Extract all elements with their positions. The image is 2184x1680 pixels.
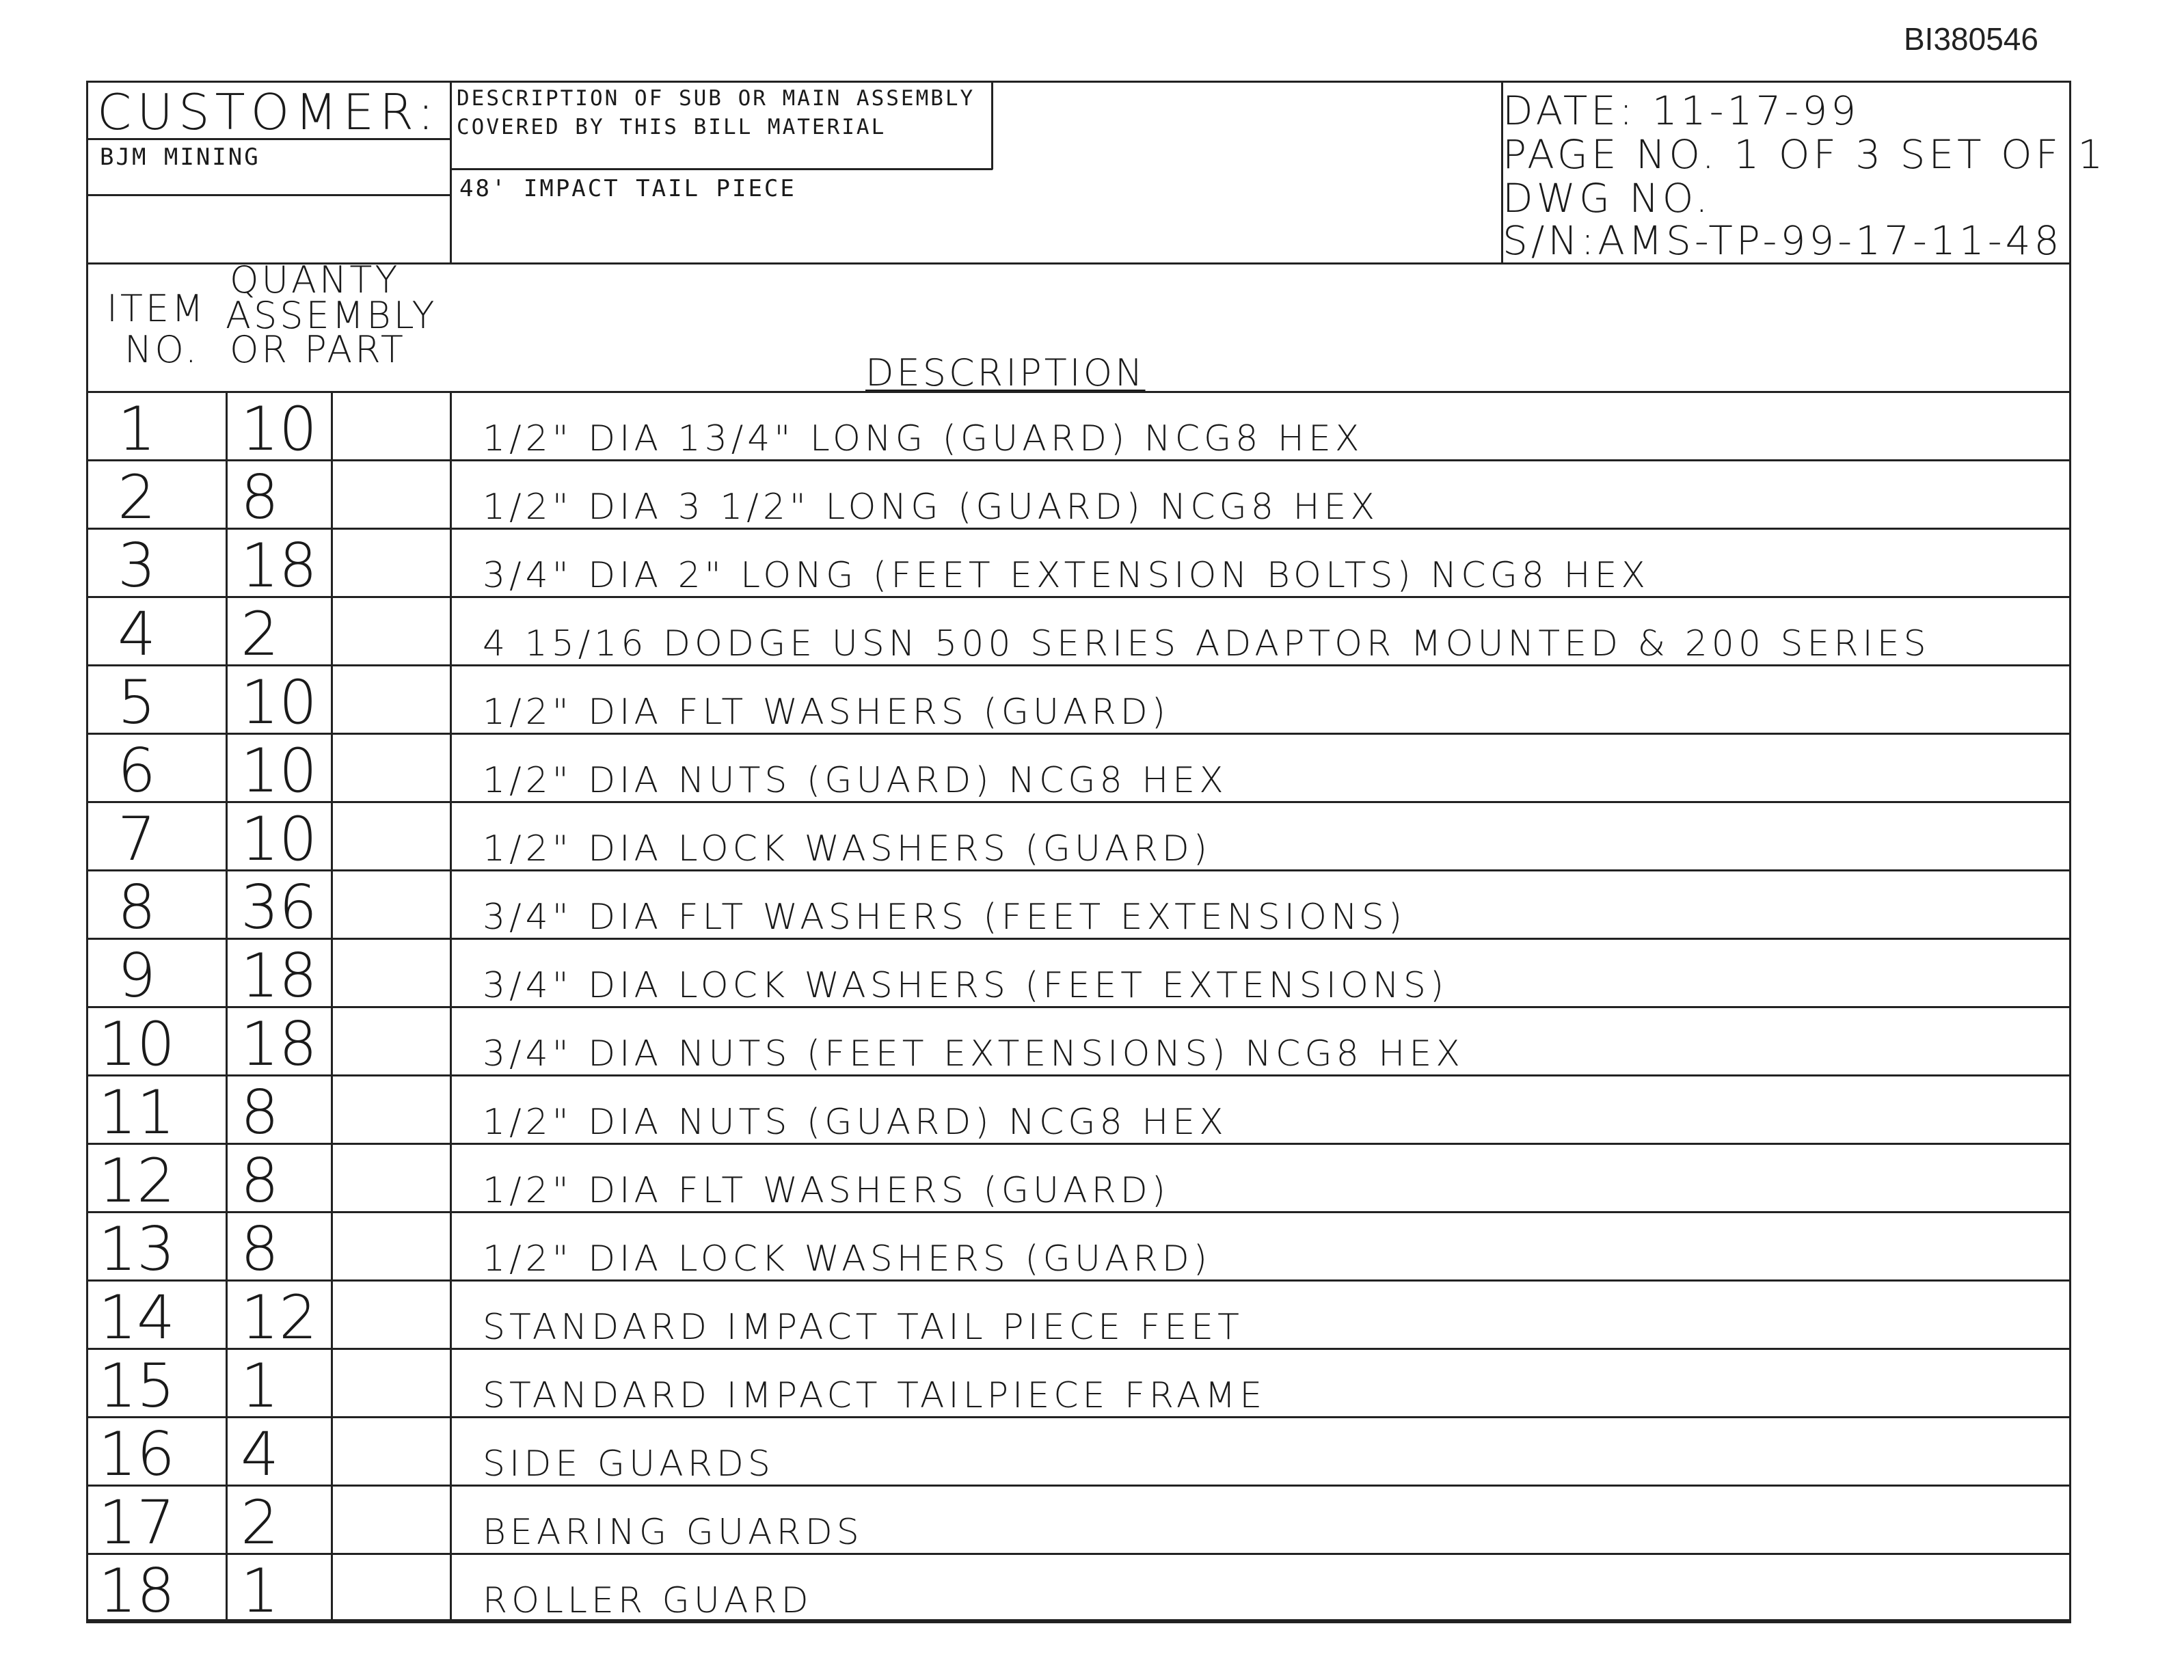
part-description: STANDARD IMPACT TAIL PIECE FEET [483, 1307, 1243, 1348]
item-number-text: 9 [118, 940, 156, 1011]
quantity: 10 [241, 735, 317, 806]
part-description: 1/2" DIA LOCK WASHERS (GUARD) [483, 828, 1212, 869]
date-field: DATE: 11-17-99 [1502, 87, 1860, 134]
quantity: 10 [241, 667, 317, 737]
column-header-item: NO. [124, 328, 200, 371]
customer-label: CUSTOMER: [97, 83, 440, 141]
item-number-text: 5 [118, 667, 156, 737]
table-row [86, 1074, 2071, 1148]
table-row [86, 1485, 2071, 1558]
table-row [86, 938, 2071, 1011]
item-number-text: 13 [98, 1214, 175, 1284]
column-header-quantity: ASSEMBLY [226, 294, 437, 337]
item-number-text: 14 [98, 1282, 175, 1353]
item-number-text: 15 [98, 1351, 175, 1421]
quantity: 10 [241, 394, 317, 464]
part-description: ROLLER GUARD [483, 1580, 813, 1621]
quantity: 2 [241, 599, 279, 669]
assembly-label: DESCRIPTION OF SUB OR MAIN ASSEMBLY [457, 86, 975, 111]
part-description: 1/2" DIA FLT WASHERS (GUARD) [483, 692, 1170, 733]
item-number-text: 4 [118, 599, 156, 669]
divider [450, 168, 993, 170]
item-number-text: 3 [118, 530, 156, 601]
column-header-description: DESCRIPTION [865, 351, 1146, 394]
customer-name: BJM MINING [100, 144, 260, 171]
table-row [86, 1348, 2071, 1421]
table-row [86, 1143, 2071, 1216]
part-description: BEARING GUARDS [483, 1512, 863, 1553]
table-row [86, 528, 2071, 601]
quantity: 18 [241, 940, 317, 1011]
table-row [86, 1416, 2071, 1489]
part-description: 3/4" DIA FLT WASHERS (FEET EXTENSIONS) [483, 897, 1407, 938]
column-header-quantity: OR PART [230, 328, 406, 371]
document-id: BI380546 [1904, 21, 2038, 57]
part-description: SIDE GUARDS [483, 1444, 774, 1485]
quantity: 36 [241, 872, 317, 943]
quantity: 10 [241, 804, 317, 874]
item-number-text: 6 [118, 735, 156, 806]
part-description: 1/2" DIA 13/4" LONG (GUARD) NCG8 HEX [483, 418, 1364, 459]
divider [450, 81, 452, 264]
row-divider [86, 1621, 2071, 1623]
table-row [86, 459, 2071, 532]
quantity: 1 [241, 1556, 279, 1626]
item-number-text: 8 [118, 872, 156, 943]
table-row [86, 1279, 2071, 1353]
assembly-name: 48' IMPACT TAIL PIECE [459, 175, 796, 202]
drawing-number: DWG NO. [1502, 175, 1712, 221]
table-row [86, 596, 2071, 669]
part-description: 1/2" DIA FLT WASHERS (GUARD) [483, 1170, 1170, 1211]
divider [991, 81, 993, 170]
part-description: 4 15/16 DODGE USN 500 SERIES ADAPTOR MOUNTED & 200 SERIES [483, 623, 1930, 664]
serial-number: S/N:AMS-TP-99-17-11-48 [1502, 217, 2063, 264]
divider [86, 194, 451, 196]
quantity: 12 [241, 1282, 317, 1353]
table-row [86, 391, 2071, 464]
quantity: 18 [241, 1009, 317, 1079]
part-description: 1/2" DIA NUTS (GUARD) NCG8 HEX [483, 1102, 1228, 1143]
part-description: STANDARD IMPACT TAILPIECE FRAME [483, 1375, 1267, 1416]
item-number-text: 10 [98, 1009, 175, 1079]
item-number-text: 1 [118, 394, 156, 464]
quantity: 8 [241, 1214, 279, 1284]
table-row [86, 664, 2071, 737]
quantity: 4 [241, 1419, 279, 1489]
table-row [86, 1553, 2071, 1626]
item-number-text: 11 [98, 1077, 175, 1148]
part-description: 1/2" DIA NUTS (GUARD) NCG8 HEX [483, 760, 1228, 801]
table-row [86, 1211, 2071, 1284]
table-row [86, 1006, 2071, 1079]
table-row [86, 801, 2071, 874]
page-number: PAGE NO. 1 OF 3 SET OF 1 [1502, 131, 2107, 178]
part-description: 3/4" DIA NUTS (FEET EXTENSIONS) NCG8 HEX [483, 1033, 1464, 1074]
part-description: 3/4" DIA 2" LONG (FEET EXTENSION BOLTS) NCG8 HEX [483, 555, 1650, 596]
item-number-text: 12 [98, 1146, 175, 1216]
item-number-text: 16 [98, 1419, 175, 1489]
quantity: 8 [241, 1146, 279, 1216]
table-row [86, 733, 2071, 806]
item-number-text: 2 [118, 462, 156, 532]
item-number-text: 18 [98, 1556, 175, 1626]
table-row [86, 869, 2071, 943]
part-description: 1/2" DIA 3 1/2" LONG (GUARD) NCG8 HEX [483, 487, 1379, 528]
column-header-quantity: QUANTY [230, 258, 401, 301]
quantity: 1 [241, 1351, 279, 1421]
column-header-item: ITEM [107, 287, 206, 330]
quantity: 18 [241, 530, 317, 601]
item-number-text: 7 [118, 804, 156, 874]
quantity: 2 [241, 1487, 279, 1558]
assembly-label: COVERED BY THIS BILL MATERIAL [457, 115, 887, 139]
quantity: 8 [241, 1077, 279, 1148]
item-number-text: 17 [98, 1487, 175, 1558]
quantity: 8 [241, 462, 279, 532]
part-description: 3/4" DIA LOCK WASHERS (FEET EXTENSIONS) [483, 965, 1448, 1006]
part-description: 1/2" DIA LOCK WASHERS (GUARD) [483, 1238, 1212, 1279]
